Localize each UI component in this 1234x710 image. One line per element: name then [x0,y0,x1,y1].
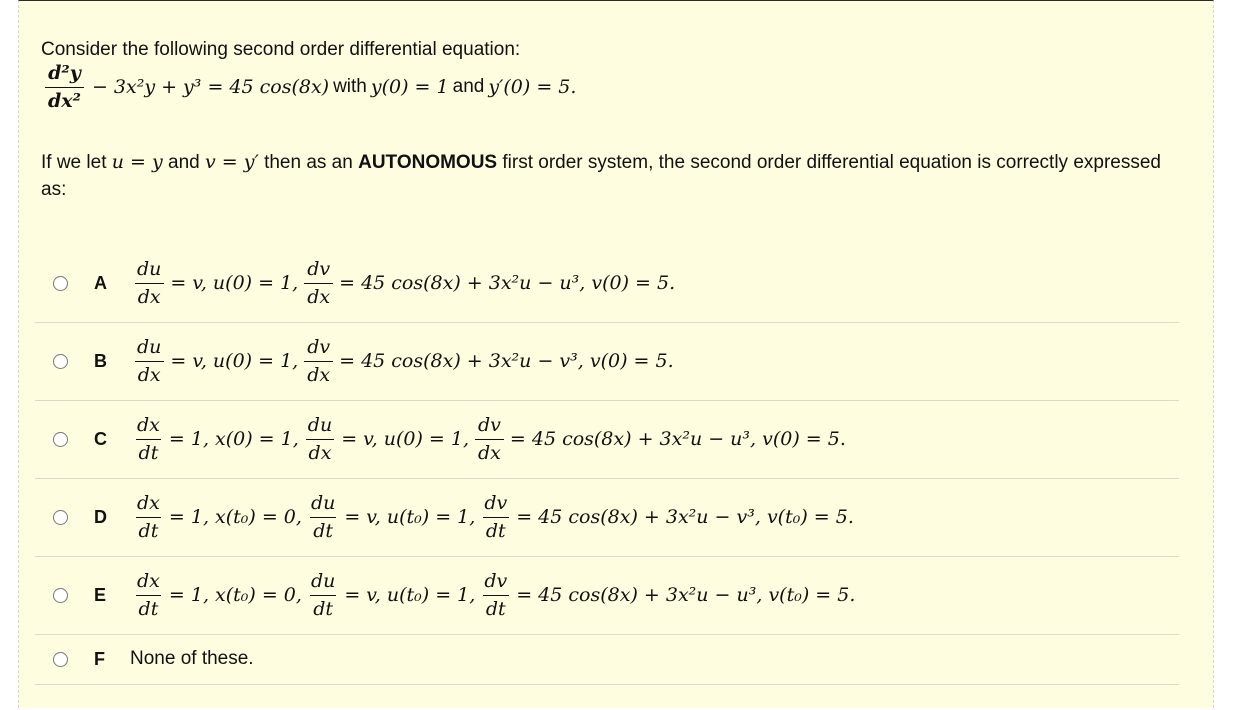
frac-denominator: dt [483,517,509,542]
frac-numerator: du [137,335,162,358]
option-c[interactable] [35,400,1179,479]
radio-button[interactable] [53,510,68,525]
intro-text: Consider the following second order differential equation: [41,39,521,60]
condition-word-with: with [333,76,367,98]
substitution-v: v = y′ [205,151,259,173]
frac-numerator: du [137,257,162,280]
expression-part: = v, u(0) = 1, [170,272,299,294]
option-letter: D [94,506,107,527]
question-part: first order system, the second order differential equation is correctly expressed as: [41,152,1162,200]
emphasis-autonomous: AUTONOMOUS [358,152,498,173]
expression-part: = 1, x(0) = 1, [168,428,299,450]
option-letter: A [94,272,107,293]
substitution-u: u = y [111,151,163,173]
option-expression [130,259,677,308]
frac-denominator: dt [310,595,336,620]
expression-part: = v, u(t₀) = 1, [344,506,476,528]
expression-part: = v, u(t₀) = 1, [344,584,476,606]
option-letter: B [94,350,107,371]
option-letter: F [94,648,105,669]
radio-button[interactable] [53,276,68,291]
frac-denominator: dx [306,439,335,464]
option-expression [130,493,856,542]
frac-denominator: dx [135,283,164,308]
expression-part: = 45 cos(8x) + 3x²u − u³, v(0) = 5. [509,428,846,450]
option-letter: E [94,584,107,605]
radio-button[interactable] [53,354,68,369]
frac-denominator: dt [136,439,162,464]
question-card [18,0,1214,708]
frac-numerator: dx [137,413,160,436]
frac-denominator: dt [136,517,162,542]
question-part: If we let [41,152,107,173]
frac-numerator: du [307,413,333,436]
expression-part: = 1, x(t₀) = 0, [168,506,302,528]
option-d[interactable] [35,478,1179,557]
option-letter: C [94,428,107,449]
frac-denominator: dx² [45,87,84,112]
frac-numerator: dv [477,413,501,436]
initial-condition-1: y(0) = 1 [370,76,449,99]
question-text [41,149,1181,203]
frac-denominator: dt [310,517,336,542]
equation-rest: − 3x²y + y³ = 45 cos(8x) [91,76,330,99]
initial-condition-2: y′(0) = 5. [488,76,577,99]
radio-button[interactable] [53,432,68,447]
option-expression [130,571,857,620]
frac-denominator: dx [304,283,333,308]
option-expression [130,415,848,464]
frac-denominator: dx [475,439,504,464]
frac-numerator: du [310,491,336,514]
frac-numerator: dv [484,491,508,514]
second-derivative-fraction [45,63,84,112]
frac-numerator: dv [307,257,331,280]
frac-denominator: dx [135,361,164,386]
frac-denominator: dt [483,595,509,620]
expression-part: = 45 cos(8x) + 3x²u − u³, v(t₀) = 5. [516,584,856,606]
frac-numerator: dx [137,569,160,592]
frac-numerator: dv [307,335,331,358]
frac-denominator: dx [304,361,333,386]
frac-numerator: du [310,569,336,592]
option-b[interactable] [35,322,1179,401]
expression-part: = 45 cos(8x) + 3x²u − v³, v(t₀) = 5. [516,506,854,528]
radio-button[interactable] [53,652,68,667]
expression-part: = 45 cos(8x) + 3x²u − u³, v(0) = 5. [339,272,676,294]
frac-denominator: dt [136,595,162,620]
option-a[interactable] [35,244,1179,323]
expression-part: = 1, x(t₀) = 0, [168,584,302,606]
option-expression [130,337,676,386]
question-part: and [168,152,200,173]
condition-word-and: and [452,76,485,98]
frac-numerator: dv [484,569,508,592]
radio-button[interactable] [53,588,68,603]
question-part: then as an [264,152,353,173]
expression-part: = 45 cos(8x) + 3x²u − v³, v(0) = 5. [339,350,674,372]
given-equation [41,63,576,112]
frac-numerator: dx [137,491,160,514]
frac-numerator: d²y [48,62,81,84]
expression-part: = v, u(0) = 1, [170,350,299,372]
expression-part: = v, u(0) = 1, [341,428,469,450]
option-e[interactable] [35,556,1179,635]
option-f[interactable] [35,634,1179,685]
option-text: None of these. [130,648,254,669]
